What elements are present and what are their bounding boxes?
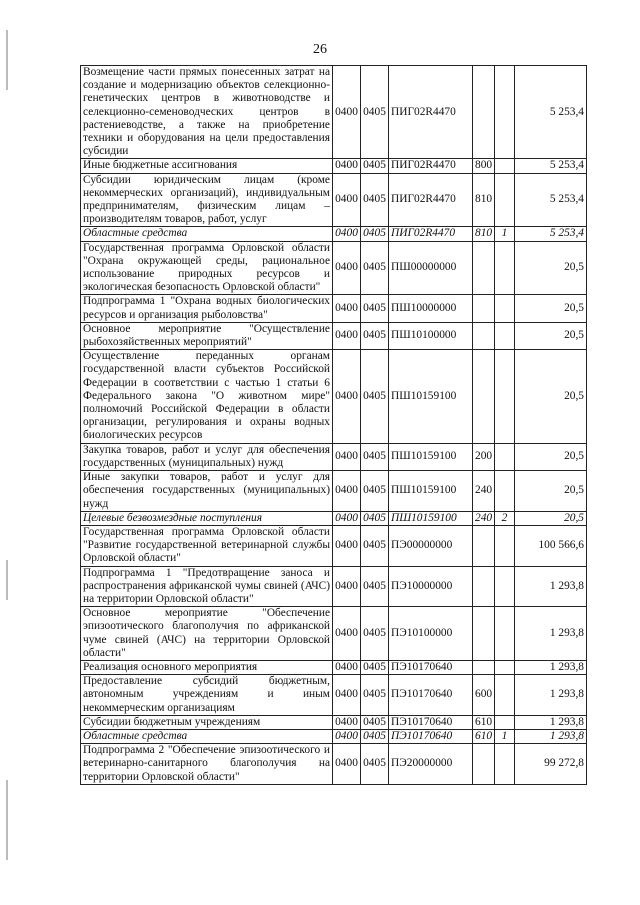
subsection-code-cell: 0405 [361,715,389,729]
expense-type-cell [473,566,495,607]
amount-cell: 5 253,4 [515,66,587,159]
expense-type-cell: 810 [473,227,495,241]
row-name-cell: Возмещение части прямых понесенных затрат на создание и модернизацию объектов селекционно-генетических центров в животноводстве и селекционно-семеноводческих центров в растениеводстве, а также на приобретение техники и оборудования на цели предоставления субсидии [81,66,333,159]
expense-type-cell [473,295,495,322]
expense-type-cell: 610 [473,715,495,729]
target-article-cell: ПЭ10170640 [389,715,473,729]
funding-source-cell [495,295,515,322]
section-code-cell: 0400 [333,350,361,443]
row-name-cell: Областные средства [81,729,333,743]
target-article-cell: ПИГ02R4470 [389,66,473,159]
target-article-cell: ПИГ02R4470 [389,159,473,173]
row-name-cell: Иные закупки товаров, работ и услуг для обеспечения государственных (муниципальных) нужд [81,471,333,512]
expense-type-cell [473,66,495,159]
row-name-cell: Субсидии юридическим лицам (кроме некоммерческих организаций), индивидуальным предпринимателям, физическим лицам – производителям товаров, работ, услуг [81,173,333,227]
amount-cell: 1 293,8 [515,715,587,729]
subsection-code-cell: 0405 [361,322,389,349]
target-article-cell: ПИГ02R4470 [389,227,473,241]
subsection-code-cell: 0405 [361,350,389,443]
funding-source-cell [495,173,515,227]
expense-type-cell: 610 [473,729,495,743]
target-article-cell: ПЭ10170640 [389,660,473,674]
target-article-cell: ПЭ10100000 [389,607,473,661]
row-name-cell: Предоставление субсидий бюджетным, автономным учреждениям и иным некоммерческим организациям [81,675,333,716]
table-row [81,511,587,525]
table-row [81,525,587,566]
expense-type-cell: 200 [473,443,495,470]
expense-type-cell [473,241,495,295]
row-name-cell: Целевые безвозмездные поступления [81,511,333,525]
amount-cell: 1 293,8 [515,566,587,607]
subsection-code-cell: 0405 [361,159,389,173]
row-name-cell: Подпрограмма 2 "Обеспечение эпизоотического и ветеринарно-санитарного благополучия на территории Орловской области" [81,744,333,785]
row-name-cell: Осуществление переданных органам государственной власти субъектов Российской Федерации в соответствии с частью 1 статьи 6 Федерального закона "О животном мире" полномочий Российской Федерации в области организации, регулирования и охраны водных биологических ресурсов [81,350,333,443]
funding-source-cell [495,471,515,512]
amount-cell: 5 253,4 [515,173,587,227]
table-row [81,173,587,227]
expense-type-cell: 240 [473,511,495,525]
section-code-cell: 0400 [333,729,361,743]
target-article-cell: ПЭ20000000 [389,744,473,785]
subsection-code-cell: 0405 [361,295,389,322]
funding-source-cell [495,607,515,661]
section-code-cell: 0400 [333,744,361,785]
expense-type-cell: 810 [473,173,495,227]
table-row [81,607,587,661]
row-name-cell: Основное мероприятие "Осуществление рыбохозяйственных мероприятий" [81,322,333,349]
amount-cell: 5 253,4 [515,227,587,241]
amount-cell: 20,5 [515,241,587,295]
subsection-code-cell: 0405 [361,607,389,661]
amount-cell: 20,5 [515,443,587,470]
table-row [81,715,587,729]
section-code-cell: 0400 [333,322,361,349]
section-code-cell: 0400 [333,715,361,729]
funding-source-cell: 1 [495,729,515,743]
funding-source-cell [495,322,515,349]
funding-source-cell [495,350,515,443]
funding-source-cell [495,744,515,785]
expense-type-cell [473,322,495,349]
subsection-code-cell: 0405 [361,566,389,607]
funding-source-cell [495,675,515,716]
section-code-cell: 0400 [333,159,361,173]
scan-margin-mark [6,780,8,860]
row-name-cell: Реализация основного мероприятия [81,660,333,674]
amount-cell: 20,5 [515,471,587,512]
row-name-cell: Закупка товаров, работ и услуг для обеспечения государственных (муниципальных) нужд [81,443,333,470]
amount-cell: 99 272,8 [515,744,587,785]
section-code-cell: 0400 [333,443,361,470]
funding-source-cell [495,241,515,295]
section-code-cell: 0400 [333,227,361,241]
table-body [81,66,587,785]
row-name-cell: Основное мероприятие "Обеспечение эпизоотического благополучия по африканской чуме свиней (АЧС) на территории Орловской области" [81,607,333,661]
expense-type-cell [473,525,495,566]
subsection-code-cell: 0405 [361,729,389,743]
amount-cell: 1 293,8 [515,729,587,743]
subsection-code-cell: 0405 [361,471,389,512]
amount-cell: 1 293,8 [515,607,587,661]
subsection-code-cell: 0405 [361,525,389,566]
expense-type-cell: 600 [473,675,495,716]
subsection-code-cell: 0405 [361,443,389,470]
target-article-cell: ПЭ10170640 [389,675,473,716]
expense-type-cell [473,350,495,443]
target-article-cell: ПЭ10000000 [389,566,473,607]
funding-source-cell [495,66,515,159]
expense-type-cell [473,744,495,785]
table-row [81,295,587,322]
amount-cell: 20,5 [515,511,587,525]
funding-source-cell: 1 [495,227,515,241]
table-row [81,675,587,716]
subsection-code-cell: 0405 [361,173,389,227]
amount-cell: 1 293,8 [515,660,587,674]
table-row [81,471,587,512]
funding-source-cell: 2 [495,511,515,525]
section-code-cell: 0400 [333,607,361,661]
expense-type-cell: 240 [473,471,495,512]
row-name-cell: Субсидии бюджетным учреждениям [81,715,333,729]
funding-source-cell [495,443,515,470]
target-article-cell: ПШ10000000 [389,295,473,322]
subsection-code-cell: 0405 [361,241,389,295]
target-article-cell: ПШ10159100 [389,471,473,512]
funding-source-cell [495,525,515,566]
section-code-cell: 0400 [333,660,361,674]
target-article-cell: ПЭ00000000 [389,525,473,566]
row-name-cell: Областные средства [81,227,333,241]
section-code-cell: 0400 [333,295,361,322]
subsection-code-cell: 0405 [361,660,389,674]
table-row [81,566,587,607]
row-name-cell: Государственная программа Орловской области "Развитие государственной ветеринарной службы Орловской области" [81,525,333,566]
expense-type-cell [473,660,495,674]
page-number: 26 [313,42,327,57]
subsection-code-cell: 0405 [361,66,389,159]
section-code-cell: 0400 [333,241,361,295]
section-code-cell: 0400 [333,66,361,159]
section-code-cell: 0400 [333,566,361,607]
section-code-cell: 0400 [333,675,361,716]
amount-cell: 20,5 [515,295,587,322]
table-row [81,744,587,785]
section-code-cell: 0400 [333,173,361,227]
target-article-cell: ПЭ10170640 [389,729,473,743]
funding-source-cell [495,660,515,674]
funding-source-cell [495,715,515,729]
table-row [81,159,587,173]
amount-cell: 100 566,6 [515,525,587,566]
table-row [81,66,587,159]
target-article-cell: ПШ10159100 [389,350,473,443]
amount-cell: 20,5 [515,350,587,443]
target-article-cell: ПШ10100000 [389,322,473,349]
target-article-cell: ПШ10159100 [389,443,473,470]
scan-margin-mark [6,560,8,600]
subsection-code-cell: 0405 [361,227,389,241]
section-code-cell: 0400 [333,511,361,525]
expense-type-cell: 800 [473,159,495,173]
target-article-cell: ПШ10159100 [389,511,473,525]
row-name-cell: Иные бюджетные ассигнования [81,159,333,173]
target-article-cell: ПИГ02R4470 [389,173,473,227]
table-row [81,660,587,674]
subsection-code-cell: 0405 [361,511,389,525]
subsection-code-cell: 0405 [361,675,389,716]
amount-cell: 1 293,8 [515,675,587,716]
row-name-cell: Подпрограмма 1 "Предотвращение заноса и распространения африканской чумы свиней (АЧС) на территории Орловской области" [81,566,333,607]
target-article-cell: ПШ00000000 [389,241,473,295]
expense-type-cell [473,607,495,661]
amount-cell: 20,5 [515,322,587,349]
table-row [81,729,587,743]
budget-table [80,65,587,785]
funding-source-cell [495,159,515,173]
table-row [81,227,587,241]
row-name-cell: Государственная программа Орловской области "Охрана окружающей среды, рациональное использование природных ресурсов и экологическая безопасность Орловской области" [81,241,333,295]
table-row [81,322,587,349]
amount-cell: 5 253,4 [515,159,587,173]
section-code-cell: 0400 [333,525,361,566]
table-row [81,443,587,470]
funding-source-cell [495,566,515,607]
table-row [81,350,587,443]
row-name-cell: Подпрограмма 1 "Охрана водных биологических ресурсов и организация рыболовства" [81,295,333,322]
scan-margin-mark [6,30,8,90]
section-code-cell: 0400 [333,471,361,512]
subsection-code-cell: 0405 [361,744,389,785]
table-row [81,241,587,295]
